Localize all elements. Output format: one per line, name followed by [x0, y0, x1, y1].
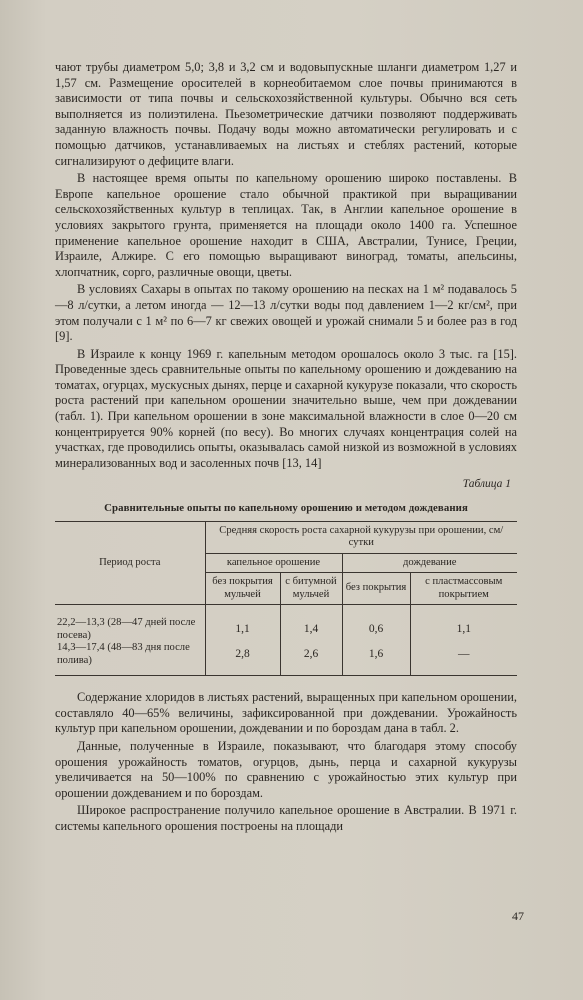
table-caption: Таблица 1: [462, 478, 511, 491]
table-title: Сравнительные опыты по капельному орошению и методом дождевания: [104, 502, 468, 515]
cell-value: 2,8: [205, 642, 280, 676]
header-drip-irrigation: капельное орошение: [205, 553, 342, 573]
cell-value: 1,1: [205, 605, 280, 643]
header-plastic-cover: с пластмассовым покрытием: [410, 573, 517, 605]
header-no-mulch: без покрытия мульчей: [205, 573, 280, 605]
cell-value: 1,6: [342, 642, 410, 676]
paragraph: Данные, полученные в Израиле, показывают, что благодаря этому способу орошения урожайность томатов, огурцов, дынь, перца и сахарной кукурузы увеличивается на 50—100% по сравнению с урожайностью этих культур при орошении дождеванием и по бороздам.: [55, 738, 517, 800]
paragraph: В Израиле к концу 1969 г. капельным методом орошалось около 3 тыс. га [15]. Проведенные здесь сравнительные опыты по капельному орошению и дождеванию на томатах, огурцах, мускусных дынях, перце и сахарной кукурузе показали, что скорость роста растений при капельном орошении значительно выше, чем при дождевании (табл. 1). При капельном орошении в зоне максимальной влажности в слое 0—20 см концентрируется 90% корней (по весу). Во многих случаях концентрация солей на участках, где проводились опыты, оказывалась самой низкой из возможной в условиях минерализованных вод и засоленных почв [13, 14]: [55, 346, 517, 470]
paragraph: В настоящее время опыты по капельному орошению широко поставлены. В Европе капельное орошение стало обычной практикой при выращивании сельскохозяйственных культур в теплицах. Так, в Англии капельное орошение в условиях закрытого грунта, применяется на площади около 1400 га. Успешное применение капельное орошение находит в США, Австралии, Тунисе, Греции, Израиле, Алжире. С его помощью выращивают виноград, томаты, апельсины, хлопчатник, сорго, различные овощи, цветы.: [55, 171, 517, 279]
header-sprinkling: дождевание: [342, 553, 517, 573]
header-no-cover: без покрытия: [342, 573, 410, 605]
header-bitumen-mulch: с битумной мульчей: [280, 573, 342, 605]
cell-value: 2,6: [280, 642, 342, 676]
cell-value: 0,6: [342, 605, 410, 643]
cell-value: 1,4: [280, 605, 342, 643]
paragraph: чают трубы диаметром 5,0; 3,8 и 3,2 см и водовыпускные шланги диаметром 1,27 и 1,57 см. Размещение оросителей в корнеобитаемом слое почвы принимаются в зависимости от типа почвы и сельскохозяйственной культуры. Обычно вся сеть выполняется из полиэтилена. Пьезометрические датчики позволяют поддерживать заданную влажность почвы. Подачу воды можно автоматически регулировать и с помощью датчиков, устанавливаемых на листьях и стеблях растений, которые сигнализируют о дефиците влаги.: [55, 60, 517, 168]
header-growth-speed: Средняя скорость роста сахарной кукурузы при орошении, см/сутки: [205, 521, 517, 553]
paragraph: В условиях Сахары в опытах по такому орошению на песках на 1 м² подавалось 5—8 л/сутки, а летом иногда — 12—13 л/сутки воды под давлением 1—2 кг/см², при этом получали с 1 м² по 6—7 кг свежих овощей и урожай снимали 5 и более раз в год [9].: [55, 282, 517, 344]
body-text: [55, 60, 517, 834]
header-period: Период роста: [55, 521, 205, 605]
paragraph: Широкое распространение получило капельное орошение в Австралии. В 1971 г. системы капельного орошения построены на площади: [55, 803, 517, 833]
table-row: [55, 642, 517, 676]
page-number: 47: [512, 909, 524, 923]
comparison-table: [55, 521, 517, 677]
row-period: 22,2—13,3 (28—47 дней после посева): [57, 617, 196, 641]
table-row: [55, 605, 517, 643]
row-period: 14,3—17,4 (48—83 дня после полива): [55, 642, 205, 676]
cell-value: 1,1: [410, 605, 517, 643]
paragraph: Содержание хлоридов в листьях растений, выращенных при капельном орошении, составляло 40—65% величины, зафиксированной при дождевании. Урожайность культур при капельном орошении, дождевании и по бороздам дана в табл. 2.: [55, 690, 517, 736]
cell-value: —: [410, 642, 517, 676]
